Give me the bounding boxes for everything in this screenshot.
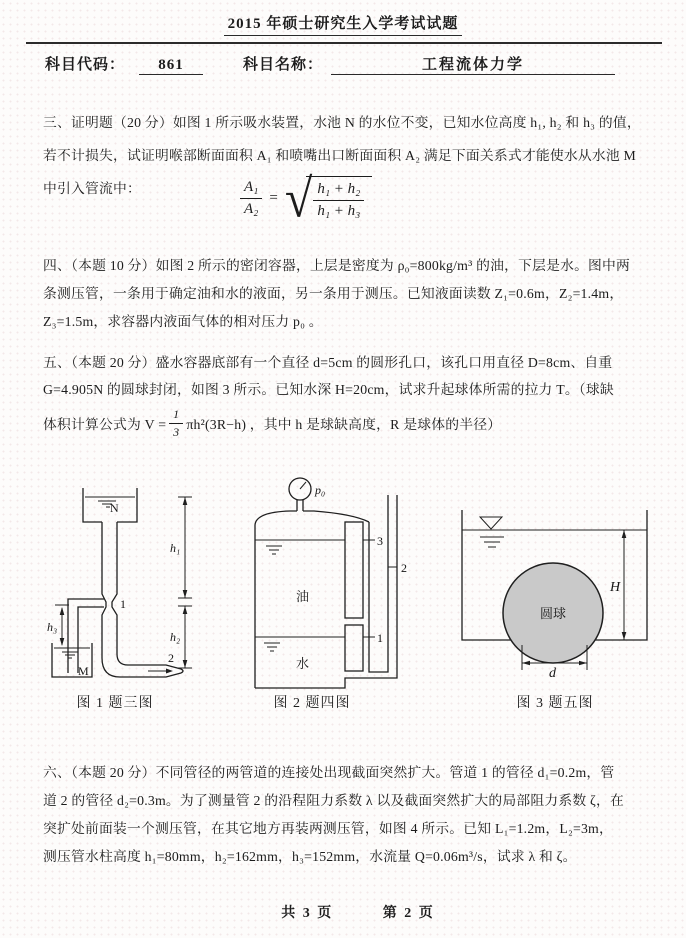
fig2-level2-label: 2: [401, 561, 407, 575]
page-title-text: 2015 年硕士研究生入学考试试题: [224, 12, 463, 36]
subject-row: [45, 53, 656, 75]
footer-current-page: 第 2 页: [382, 906, 435, 921]
square-root: [284, 167, 373, 229]
problem-6-line-3: 突扩处前面装一个测压管，在其它地方再装两测压管，如图 4 所示。已知 L₁=1.2m，L₂=3m，: [43, 821, 613, 836]
header-divider: [26, 42, 662, 44]
figure2-caption: 图 2 题四图: [273, 696, 351, 711]
fig3-H-label: H: [610, 580, 621, 595]
fig1-dimension-h3: [47, 605, 69, 646]
equals-sign: =: [269, 190, 278, 206]
problem-5-line-2: G=4.905N 的圆球封闭，如图 3 所示。已知水深 H=20cm，试求升起球体所需的拉力 T。（球缺: [43, 382, 614, 397]
radicand: [306, 176, 372, 221]
problem-4: [43, 252, 660, 336]
fig1-branch-pipe: [68, 599, 104, 673]
problem-4-line-3: Z₃=1.5m，求容器内液面气体的相对压力 p₀ 。: [43, 314, 323, 329]
figure2-diagram: [248, 470, 418, 692]
fig2-water-layer: [255, 637, 345, 671]
fig2-level3-label: 3: [377, 534, 383, 548]
fig1-h1-label: h₁: [170, 541, 181, 555]
problem-5-line-3-post: πh²(3R−h) ，其中 h 是球缺高度，R 是球体的半径）: [186, 417, 502, 432]
figure1-caption: 图 1 题三图: [76, 696, 154, 711]
problem-6-line-2: 道 2 的管径 d₂=0.3m。为了测量管 2 的沿程阻力系数 λ 以及截面突然扩大的局部阻力系数 ζ，在: [43, 793, 624, 808]
problem-6-line-4: 测压管水柱高度 h₁=80mm，h₂=162mm，h₃=152mm，水流量 Q=0.06m³/s，试求 λ 和 ζ。: [43, 849, 577, 864]
fig1-dimension-h1-h2: [170, 497, 192, 668]
fig2-oil-layer: [255, 540, 345, 604]
problem-3-line-3: 中引入管流中：: [43, 181, 141, 196]
problem-6-line-1: 六、（本题 20 分）不同管径的两管道的连接处出现截面突然扩大。管道 1 的管径 d₁=0.2m，管: [43, 765, 615, 780]
fig3-sphere-label: 圆球: [540, 606, 567, 621]
figure3-diagram: [448, 498, 663, 680]
subject-code-value: 861: [139, 57, 203, 75]
fig2-gauge-label: p₀: [315, 483, 326, 497]
fig2-water-label: 水: [296, 656, 310, 671]
formula-lhs-numerator: A₁: [240, 178, 262, 199]
fig1-outlet-label: 2: [168, 651, 174, 665]
formula-rhs-numerator: h₁ + h₂: [313, 180, 364, 201]
fig2-inner-piezometer: [345, 522, 363, 671]
fig2-tank-body: [255, 495, 397, 688]
footer-total-pages: 共 3 页: [281, 906, 334, 921]
page-footer: [30, 902, 686, 922]
subject-name-label: 科目名称：: [243, 57, 324, 73]
problem-3-line-2: 若不计损失，试证明喉部断面面积 A₁ 和喷嘴出口断面面积 A₂ 满足下面关系式才能使水从水池 M: [43, 148, 636, 163]
fig1-h2-label: h₂: [170, 630, 181, 644]
problem-5: [43, 349, 660, 443]
problem-3-formula: [240, 167, 372, 229]
fig2-pressure-gauge: [289, 478, 325, 511]
radical-sign: √: [284, 167, 313, 229]
fig1-tank-m: [52, 643, 92, 678]
problem-4-line-1: 四、（本题 10 分）如图 2 所示的密闭容器，上层是密度为 ρ₀=800kg/m³ 的油，下层是水。图中两: [43, 258, 631, 273]
page-title: [0, 12, 686, 36]
one-third-numerator: 1: [169, 407, 183, 423]
subject-name-value: 工程流体力学: [331, 53, 615, 75]
fig1-tank-n: [83, 488, 137, 522]
problem-3-line-1: 三、证明题（20 分）如图 1 所示吸水装置，水池 N 的水位不变，已知水位高度 h₁, h₂ 和 h₃ 的值，: [43, 115, 641, 130]
fig1-h3-label: h₃: [47, 620, 58, 634]
problem-4-line-2: 条测压管，一条用于确定油和水的液面，另一条用于测压。已知液面读数 Z₁=0.6m，Z₂=1.4m，: [43, 286, 624, 301]
problem-6: [43, 759, 660, 871]
fig3-dimension-H: [609, 530, 626, 640]
fig1-throat-label: 1: [120, 597, 126, 611]
formula-rhs-denominator: h₁ + h₃: [317, 203, 361, 219]
fig3-d-label: d: [549, 666, 556, 681]
fig2-level1-label: 1: [377, 631, 383, 645]
fig2-oil-label: 油: [296, 589, 310, 604]
formula-rhs-fraction: [313, 180, 364, 221]
one-third-fraction: [169, 407, 183, 439]
problem-5-line-1: 五、（本题 20 分）盛水容器底部有一个直径 d=5cm 的圆形孔口，该孔口用直径 D=8cm、自重: [43, 355, 613, 370]
fig1-tank-m-label: M: [78, 664, 89, 678]
fig3-sphere: [503, 563, 603, 663]
formula-lhs-fraction: [240, 178, 262, 219]
problem-5-line-3: [43, 403, 660, 443]
one-third-denominator: 3: [173, 424, 180, 439]
figure3-caption: 图 3 题五图: [516, 696, 594, 711]
fig1-tank-n-label: N: [110, 501, 119, 515]
problem-5-line-3-pre: 体积计算公式为 V =: [43, 417, 167, 432]
formula-lhs-denominator: A₂: [244, 201, 259, 217]
subject-code-label: 科目代码：: [45, 57, 126, 73]
figure1-diagram: [40, 478, 240, 690]
